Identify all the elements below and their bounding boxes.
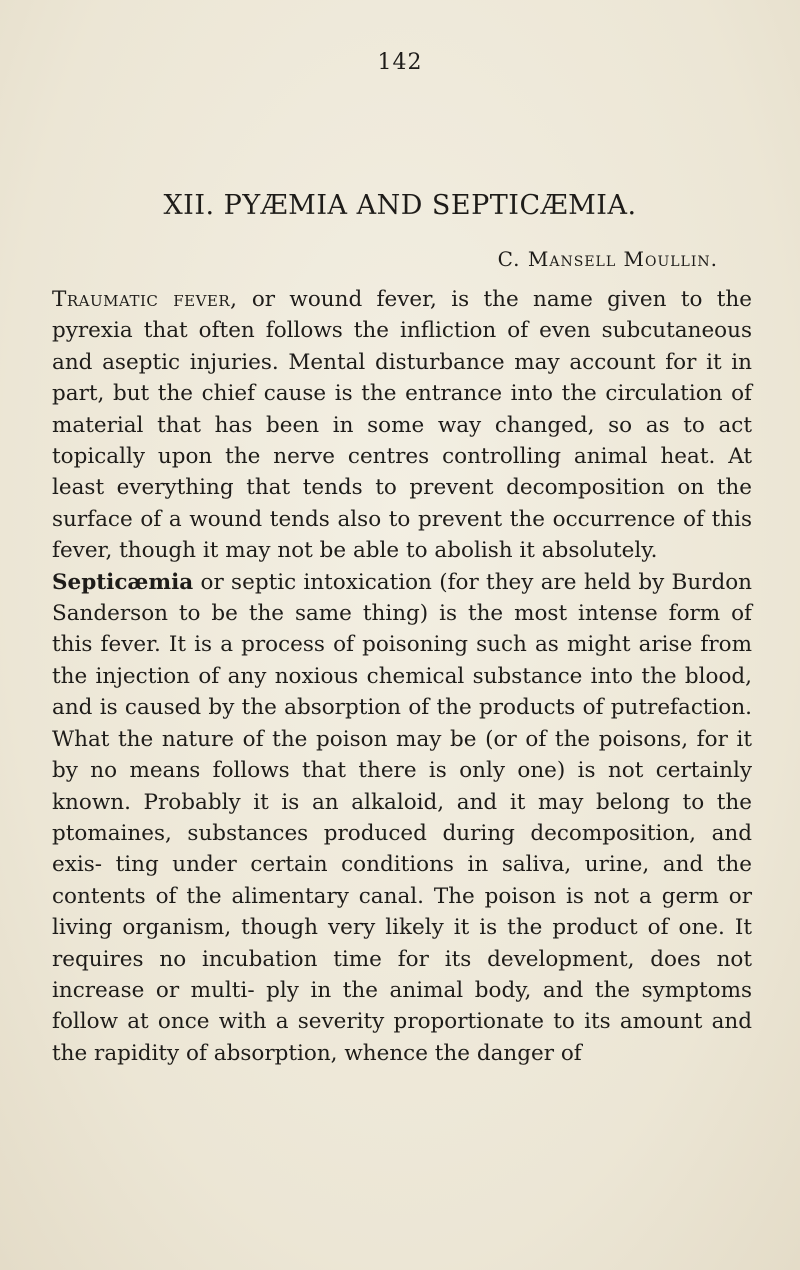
paragraph-septicaemia <box>52 567 752 1070</box>
paragraph-lead: Septicæmia <box>52 569 194 595</box>
paragraph-traumatic-fever <box>52 284 752 567</box>
author-name: C. Mansell Moullin. <box>497 247 718 271</box>
page-number: 142 <box>377 50 423 75</box>
paragraph-body: or septic intoxication (for they are held by Burdon Sanderson to be the same thing) is the most intense form of this fever. It is a process of poisoning such as might arise from the injection of any noxious chemical substance into the blood, and is caused by the absorption of the products of putrefaction. What the nature of the poison may be (or of the poisons, for it by no means follows that there is only one) is not certainly known. Probably it is an alkaloid, and it may belong to the ptomaines, substances produced during decomposition, and exis- ting under certain conditions in saliva, urine, and the contents of the alimentary canal. The poison is not a germ or living organism, though very likely it is the product of one. It requires no incubation time for its development, does not increase or multi- ply in the animal body, and the symptoms follow at once with a severity proportionate to its amount and the rapidity of absorption, whence the danger of <box>52 569 752 1066</box>
paragraph-body: or wound fever, is the name given to the pyrexia that often follows the infliction of even subcutaneous and aseptic injuries. Mental disturbance may account for it in part, but the chief cause is the entrance into the circulation of material that has been in some way changed, so as to act topically upon the nerve centres controlling animal heat. At least everything that tends to prevent decomposition on the surface of a wound tends also to prevent the occurrence of this fever, though it may not be able to abolish it absolutely. <box>52 287 752 564</box>
paragraph-lead: Traumatic fever, <box>52 287 238 312</box>
chapter-title: XII. PYÆMIA AND SEPTICÆMIA. <box>163 190 637 221</box>
body-text <box>52 284 752 1069</box>
